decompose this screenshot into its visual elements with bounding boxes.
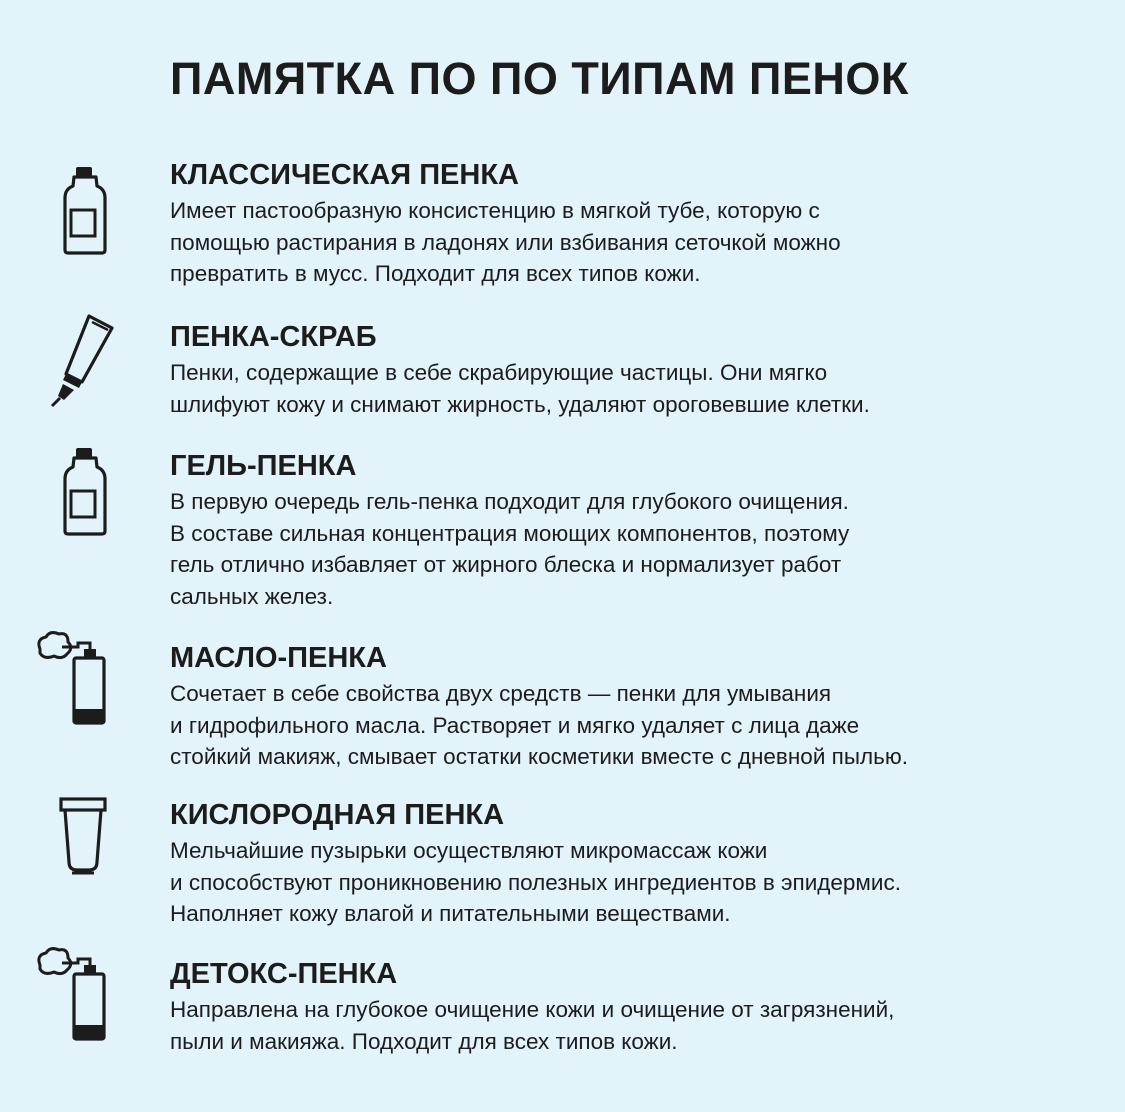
description-line: помощью растирания в ладонях или взбивания сеточкой можно: [170, 229, 841, 255]
section-heading: КЛАССИЧЕСКАЯ ПЕНКА: [170, 159, 519, 191]
description-line: сальных желез.: [170, 583, 334, 609]
section-heading: ГЕЛЬ-ПЕНКА: [170, 450, 357, 482]
description-line: Мельчайшие пузырьки осуществляют микромассаж кожи: [170, 838, 768, 863]
section-description: [170, 486, 849, 612]
section-heading: МАСЛО-ПЕНКА: [170, 642, 387, 674]
description-line: превратить в мусс. Подходит для всех типов кожи.: [170, 261, 701, 286]
description-line: Сочетает в себе свойства двух средств — пенки для умывания: [170, 681, 832, 706]
description-line: и гидрофильного масла. Растворяет и мягко удаляет с лица даже: [170, 712, 860, 738]
description-line: гель отлично избавляет от жирного блеска и нормализует работ: [170, 552, 842, 577]
description-line: В первую очередь гель-пенка подходит для глубокого очищения.: [170, 489, 849, 514]
cream-tube-icon: [58, 796, 110, 878]
description-line: пыли и макияжа. Подходит для всех типов кожи.: [170, 1028, 678, 1054]
page-title: ПАМЯТКА ПО ПО ТИПАМ ПЕНОК: [170, 53, 909, 104]
description-line: В составе сильная концентрация моющих компонентов, поэтому: [170, 520, 850, 546]
bottle-icon: [62, 445, 108, 537]
section-description: [170, 994, 894, 1057]
section-description: [170, 835, 901, 930]
section-description: [170, 357, 870, 420]
section-heading: ДЕТОКС-ПЕНКА: [170, 958, 398, 990]
tube-icon: [48, 312, 116, 408]
section-description: [170, 678, 908, 773]
description-line: Пенки, содержащие в себе скрабирующие частицы. Они мягко: [170, 360, 828, 385]
section-heading: КИСЛОРОДНАЯ ПЕНКА: [170, 799, 505, 831]
description-line: стойкий макияж, смывает остатки косметики вместе с дневной пылью.: [170, 744, 908, 769]
description-line: Имеет пастообразную консистенцию в мягкой тубе, которую с: [170, 198, 820, 223]
description-line: Направлена на глубокое очищение кожи и очищение от загрязнений,: [170, 997, 895, 1022]
foam-pump-icon: [34, 629, 110, 727]
description-line: шлифуют кожу и снимают жирность, удаляют ороговевшие клетки.: [170, 391, 870, 417]
foam-pump-icon: [34, 945, 110, 1043]
description-line: и способствуют проникновению полезных ингредиентов в эпидермис.: [170, 869, 901, 895]
section-description: [170, 195, 841, 290]
section-heading: ПЕНКА-СКРАБ: [170, 321, 377, 353]
bottle-icon: [62, 164, 108, 256]
description-line: Наполняет кожу влагой и питательными веществами.: [170, 901, 731, 926]
